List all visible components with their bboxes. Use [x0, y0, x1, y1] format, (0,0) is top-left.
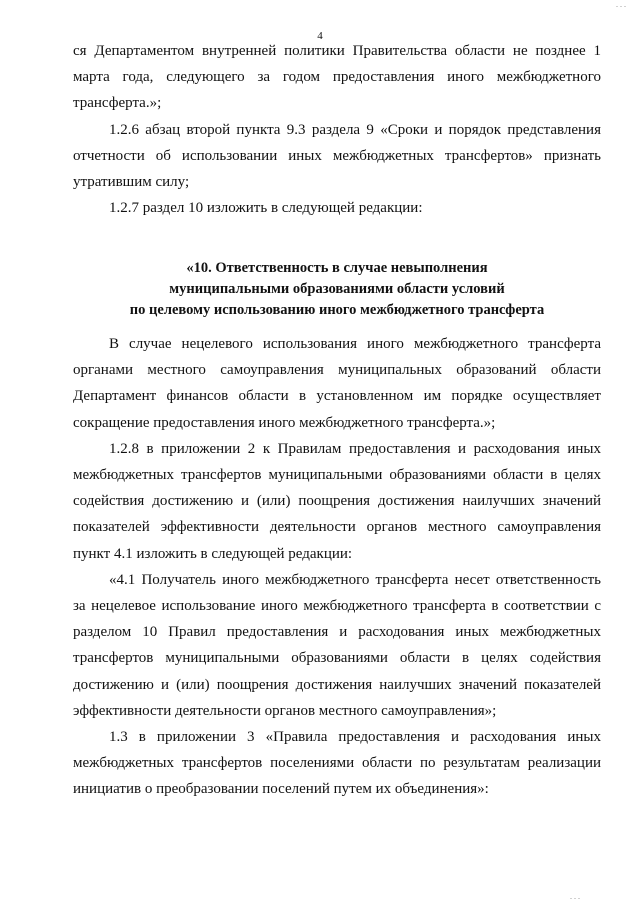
heading-line-2: муниципальными образованиями области условий — [169, 281, 505, 297]
bottom-text-block — [73, 331, 601, 803]
paragraph-1-2-7: 1.2.7 раздел 10 изложить в следующей редакции: — [109, 200, 423, 217]
heading-line-1: «10. Ответственность в случае невыполнения — [186, 260, 488, 276]
paragraph-1-2-6: 1.2.6 абзац второй пункта 9.3 раздела 9 «Сроки и порядок представления отчетности об использовании иных межбюджетных трансфертов» признать утратившим силу; — [73, 121, 601, 191]
heading-line-3: по целевому использованию иного межбюджетного трансферта — [129, 302, 545, 318]
corner-mark-top: ... — [616, 0, 628, 9]
paragraph-1-2-8: 1.2.8 в приложении 2 к Правилам предоставления и расходования иных межбюджетных трансфертов муниципальными образованиями области в целях содействия достижению и (или) поощрения достижения наилучших значений показателей эффективности деятельности органов местного самоуправления пункт 4.1 изложить в следующей редакции: — [73, 440, 601, 562]
paragraph-section-10-body: В случае нецелевого использования иного межбюджетного трансферта органами местного самоуправления муниципальных образований области Департамент финансов области в установленном им порядке осуществляет сокращение предоставления иного межбюджетного трансферта.»; — [73, 336, 601, 431]
paragraph-1-3: 1.3 в приложении 3 «Правила предоставления и расходования иных межбюджетных трансфертов поселениями области по результатам реализации инициатив о преобразовании поселений путем их объединения»: — [73, 729, 601, 798]
page-number: 4 — [317, 30, 323, 42]
corner-mark-bottom: ... — [570, 892, 582, 901]
section-heading — [73, 258, 601, 321]
paragraph-4-1: «4.1 Получатель иного межбюджетного трансферта несет ответственность за нецелевое использование иного межбюджетного трансферта в соответствии с разделом 10 Правил предоставления и расходования иных межбюджетных трансфертов муниципальными образованиями области в целях содействия достижению и (или) поощрения достижения наилучших значений показателей эффективности деятельности органов местного самоуправления»; — [73, 571, 601, 719]
top-text-block — [73, 38, 601, 221]
paragraph-continuation: ся Департаментом внутренней политики Правительства области не позднее 1 марта года, следующего за годом предоставления иного межбюджетного трансферта.»; — [73, 43, 601, 112]
